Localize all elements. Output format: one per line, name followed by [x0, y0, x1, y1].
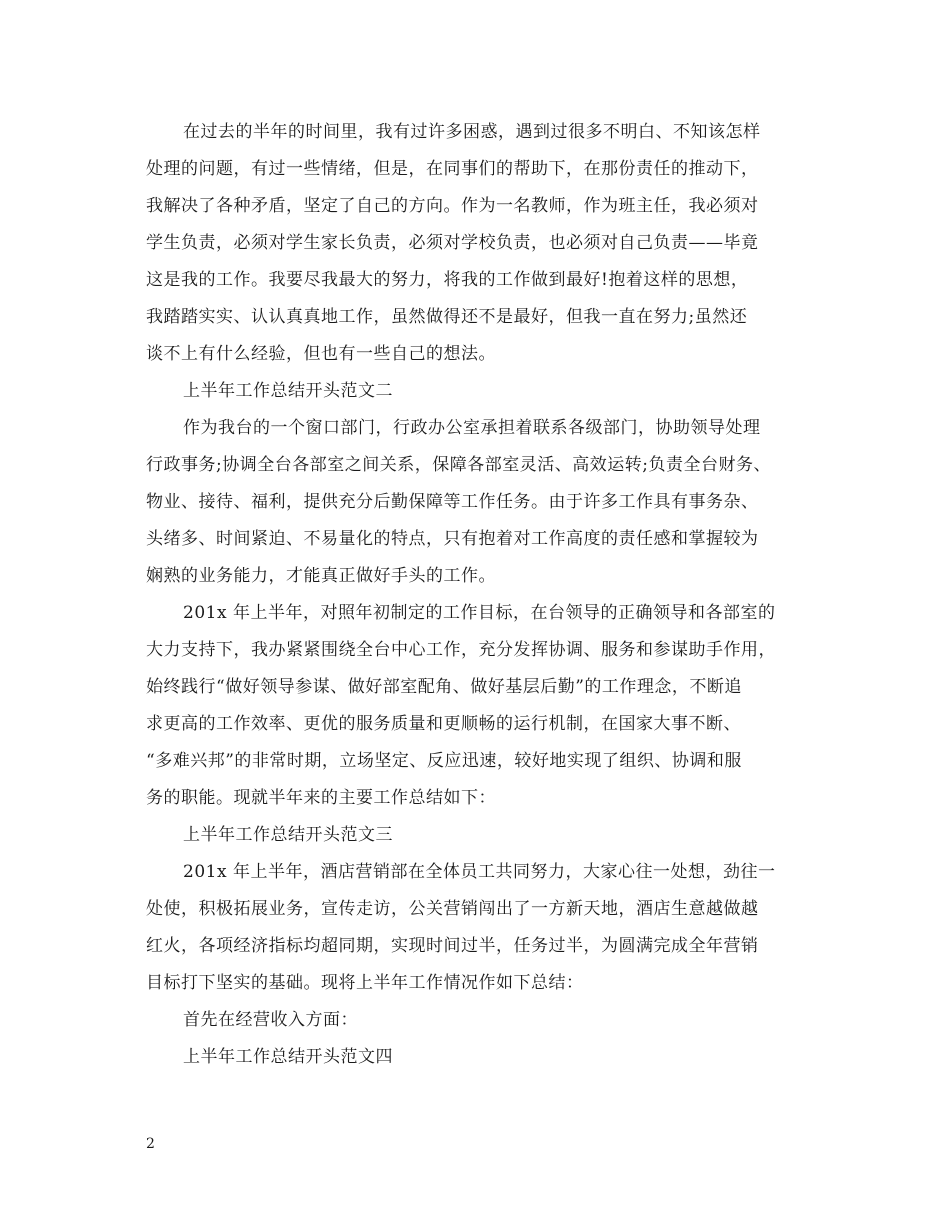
text-line: 始终践行“做好领导参谋、做好部室配角、做好基层后勤”的工作理念，不断追: [146, 677, 742, 697]
text-line: 上半年工作总结开头范文三: [183, 825, 393, 845]
text-line: 我解决了各种矛盾，坚定了自己的方向。作为一名教师，作为班主任，我必须对: [146, 196, 759, 216]
text-line: 作为我台的一个窗口部门，行政办公室承担着联系各级部门，协助领导处理: [183, 418, 761, 438]
text-line: 在过去的半年的时间里，我有过许多困惑，遇到过很多不明白、不知该怎样: [183, 122, 761, 142]
text-line: 红火，各项经济指标均超同期，实现时间过半，任务过半，为圆满完成全年营销: [146, 936, 759, 956]
text-line: 务的职能。现就半年来的主要工作总结如下：: [146, 788, 496, 808]
text-line: 大力支持下，我办紧紧围绕全台中心工作，充分发挥协调、服务和参谋助手作用，: [146, 640, 776, 660]
text-line: “多难兴邦”的非常时期，立场坚定、反应迅速，较好地实现了组织、协调和服: [146, 751, 742, 771]
text-line: 上半年工作总结开头范文四: [183, 1047, 393, 1067]
text-line: 谈不上有什么经验，但也有一些自己的想法。: [146, 344, 496, 364]
text-line: 娴熟的业务能力，才能真正做好手头的工作。: [146, 566, 496, 586]
text-line: 我踏踏实实、认认真真地工作，虽然做得还不是最好，但我一直在努力;虽然还: [146, 307, 748, 327]
text-line: 201x 年上半年，酒店营销部在全体员工共同努力，大家心往一处想，劲往一: [183, 862, 776, 882]
page-number: 2: [146, 1136, 155, 1152]
text-line: 行政事务;协调全台各部室之间关系，保障各部室灵活、高效运转;负责全台财务、: [146, 455, 771, 475]
text-line: 头绪多、时间紧迫、不易量化的特点，只有抱着对工作高度的责任感和掌握较为: [146, 529, 759, 549]
text-line: 处使，积极拓展业务，宣传走访，公关营销闯出了一方新天地，酒店生意越做越: [146, 899, 759, 919]
text-line: 学生负责，必须对学生家长负责，必须对学校负责，也必须对自己负责——毕竟: [146, 233, 759, 253]
text-line: 目标打下坚实的基础。现将上半年工作情况作如下总结：: [146, 973, 584, 993]
text-line: 上半年工作总结开头范文二: [183, 381, 393, 401]
text-line: 首先在经营收入方面：: [183, 1010, 358, 1030]
text-line: 这是我的工作。我要尽我最大的努力，将我的工作做到最好!抱着这样的思想，: [146, 270, 749, 290]
document-body: [146, 114, 818, 1076]
text-line: 物业、接待、福利，提供充分后勤保障等工作任务。由于许多工作具有事务杂、: [146, 492, 759, 512]
text-line: 201x 年上半年，对照年初制定的工作目标，在台领导的正确领导和各部室的: [183, 603, 776, 623]
text-line: 处理的问题，有过一些情绪，但是，在同事们的帮助下，在那份责任的推动下，: [146, 159, 759, 179]
text-line: 求更高的工作效率、更优的服务质量和更顺畅的运行机制，在国家大事不断、: [146, 714, 741, 734]
